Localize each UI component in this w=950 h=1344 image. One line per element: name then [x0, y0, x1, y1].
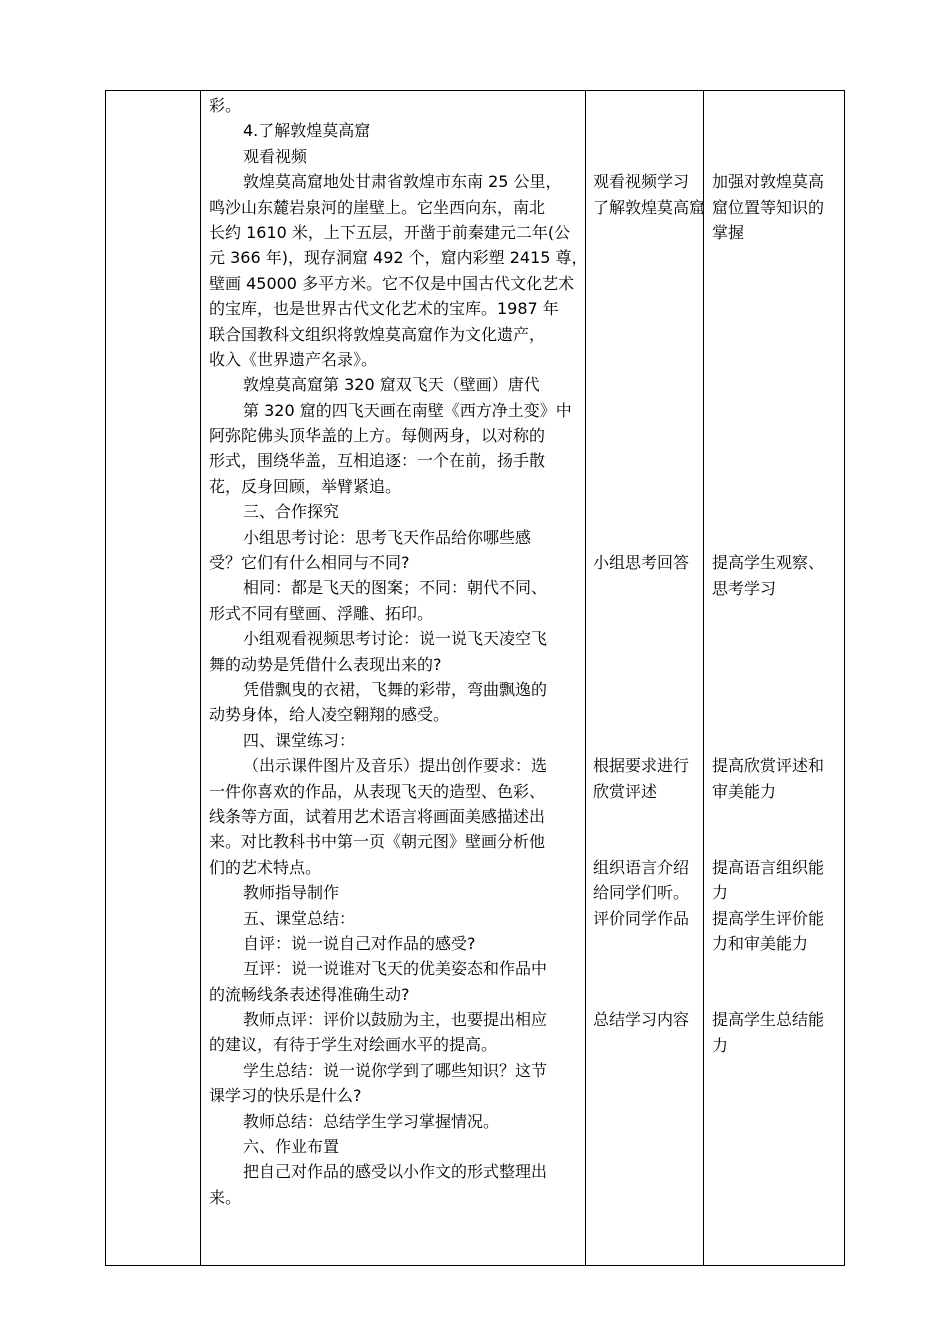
body-text-line: 课学习的快乐是什么?: [209, 1086, 362, 1106]
body-text-line: 来。对比教科书中第一页《朝元图》壁画分析他: [209, 832, 546, 852]
body-text-line: 元 366 年)，现存洞窟 492 个，窟内彩塑 2415 尊，: [209, 248, 588, 268]
student-activity-text-line: 组织语言介绍: [593, 858, 690, 877]
body-text-line: 4.了解敦煌莫高窟: [243, 121, 371, 141]
body-text-line: 互评：说一说谁对飞天的优美姿态和作品中: [243, 959, 548, 979]
student-activity-block: [593, 855, 701, 931]
design-intent-text-line: 掌握: [712, 222, 745, 242]
design-intent-text-line: 窟位置等知识的: [712, 197, 825, 217]
body-text-line: 相同：都是飞天的图案；不同：朝代不同、: [243, 578, 548, 598]
student-activity-text-line: 了解敦煌莫高窟: [593, 197, 706, 217]
body-text-line: 敦煌莫高窟地处甘肃省敦煌市东南 25 公里，: [243, 172, 562, 192]
table-divider-3: [703, 91, 704, 1265]
body-text-line: 形式不同有壁画、浮雕、拓印。: [209, 603, 434, 623]
student-activity-block: [593, 1007, 701, 1032]
body-text-line: 小组思考讨论：思考飞天作品给你哪些感: [243, 527, 532, 547]
design-intent-text-line: 提高学生评价能: [712, 908, 825, 928]
student-activity-text-line: 总结学习内容: [593, 1010, 690, 1030]
body-text-line: 四、课堂练习：: [243, 730, 356, 750]
body-text-line: 的建议，有待于学生对绘画水平的提高。: [209, 1035, 498, 1055]
design-intent-text-line: 提高学生总结能: [712, 1010, 825, 1030]
body-text-line: 的流畅线条表述得准确生动?: [209, 984, 410, 1004]
teaching-process-column: [209, 93, 588, 1210]
body-text-line: 学生总结：说一说你学到了哪些知识？这节: [243, 1060, 548, 1080]
student-activity-text-line: 评价同学作品: [593, 908, 690, 928]
body-text-line: 敦煌莫高窟第 320 窟双飞天（壁画）唐代: [243, 375, 540, 395]
body-text-line: 长约 1610 米，上下五层，开凿于前秦建元二年(公: [209, 222, 571, 242]
design-intent-text-line: 提高欣赏评述和: [712, 756, 825, 776]
body-text-line: 自评：说一说自己对作品的感受?: [243, 933, 476, 953]
body-text-line: 观看视频: [243, 146, 308, 166]
body-text-line: 凭借飘曳的衣裙，飞舞的彩带，弯曲飘逸的: [243, 679, 548, 699]
body-text-line: 来。: [209, 1187, 242, 1207]
design-intent-block: [712, 753, 838, 804]
design-intent-text-line: 审美能力: [712, 781, 777, 801]
student-activity-text-line: 欣赏评述: [593, 781, 658, 801]
student-activity-text-line: 观看视频学习: [593, 172, 690, 192]
student-activity-text-line: 小组思考回答: [593, 553, 690, 573]
body-text-line: 五、课堂总结：: [243, 908, 356, 928]
body-text-line: 鸣沙山东麓岩泉河的崖壁上。它坐西向东，南北: [209, 197, 546, 217]
student-activity-block: [593, 169, 706, 220]
body-text-line: 教师总结：总结学生学习掌握情况。: [243, 1111, 500, 1131]
design-intent-text-line: 力: [712, 883, 729, 903]
body-text-line: 六、作业布置: [243, 1137, 340, 1157]
design-intent-text-line: 加强对敦煌莫高: [712, 172, 825, 192]
body-text-line: 彩。: [209, 96, 242, 115]
design-intent-text-line: 思考学习: [712, 578, 777, 598]
body-text-line: 收入《世界遗产名录》。: [209, 349, 378, 369]
body-text-line: 教师点评：评价以鼓励为主，也要提出相应: [243, 1010, 548, 1030]
body-text-line: 联合国教科文组织将敦煌莫高窟作为文化遗产，: [209, 324, 546, 344]
body-text-line: 形式，围绕华盖，互相追逐：一个在前，扬手散: [209, 451, 546, 471]
body-text-line: 舞的动势是凭借什么表现出来的?: [209, 654, 442, 674]
table-divider-2: [585, 91, 586, 1265]
body-text-line: 一件你喜欢的作品，从表现飞天的造型、色彩、: [209, 781, 546, 801]
design-intent-block: [712, 169, 838, 245]
body-text-line: 受？它们有什么相同与不同?: [209, 553, 410, 573]
design-intent-block: [712, 855, 838, 957]
body-text-line: 动势身体，给人凌空翱翔的感受。: [209, 705, 450, 725]
student-activity-block: [593, 550, 701, 575]
design-intent-text-line: 力: [712, 1035, 729, 1055]
body-text-line: 第 320 窟的四飞天画在南壁《西方净土变》中: [243, 400, 572, 420]
lesson-plan-table: [105, 90, 845, 1266]
design-intent-text-line: 提高学生观察、: [712, 553, 825, 573]
body-text-line: 壁画 45000 多平方米。它不仅是中国古代文化艺术: [209, 273, 575, 293]
body-text-line: 阿弥陀佛头顶华盖的上方。每侧两身，以对称的: [209, 426, 546, 446]
body-text-line: 线条等方面，试着用艺术语言将画面美感描述出: [209, 806, 546, 826]
design-intent-text-line: 提高语言组织能: [712, 858, 825, 877]
student-activity-text-line: 给同学们听。: [593, 883, 690, 903]
student-activity-text-line: 根据要求进行: [593, 756, 690, 776]
student-activity-block: [593, 753, 701, 804]
body-text-line: 花，反身回顾，举臂紧追。: [209, 476, 402, 496]
design-intent-block: [712, 550, 838, 601]
body-text-line: 三、合作探究: [243, 502, 340, 522]
body-text-line: 把自己对作品的感受以小作文的形式整理出: [243, 1162, 548, 1182]
body-text-line: 教师指导制作: [243, 883, 340, 903]
design-intent-block: [712, 1007, 838, 1058]
body-text-line: 的宝库，也是世界古代文化艺术的宝库。1987 年: [209, 299, 559, 319]
body-text-line: 小组观看视频思考讨论：说一说飞天凌空飞: [243, 629, 548, 649]
table-divider-1: [200, 91, 201, 1265]
design-intent-text-line: 力和审美能力: [712, 934, 809, 954]
body-text-line: （出示课件图片及音乐）提出创作要求：选: [243, 756, 548, 776]
body-text-line: 们的艺术特点。: [209, 857, 322, 877]
